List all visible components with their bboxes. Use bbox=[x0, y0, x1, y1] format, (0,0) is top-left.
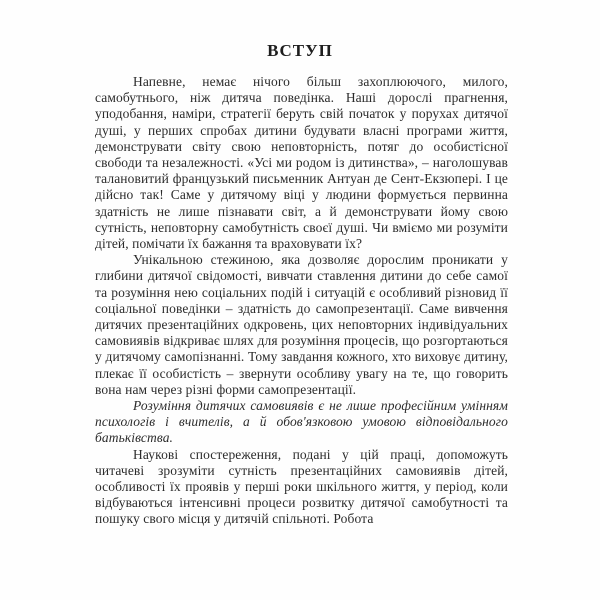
paragraph: Напевне, немає нічого більш захоплюючого, милого, самобутнього, ніж дитяча поведінка. Наші дорослі прагнення, уподобання, наміри, стратегії беруть свій початок у порухах дитячої душі, у перших спробах дитини будувати власні програми життя, демонструвати світу свою неповторність, потяг до особистісної свободи та незалежності. «Усі ми родом із дитинства», – наголошував талановитий французький письменник Антуан де Сент-Екзюпері. І це дійсно так! Саме у дитячому віці у людини формується первинна здатність не лише пізнавати світ, а й демонструвати йому свою сутність, неповторну самобутність своєї душі. Чи вміємо ми розуміти дітей, помічати їх бажання та враховувати їх? bbox=[95, 74, 508, 252]
paragraph: Унікальною стежиною, яка дозволяє дорослим проникати у глибини дитячої свідомості, вивчати ставлення дитини до себе самої та розуміння нею соціальних подій і ситуацій є особливий різновид її соціальної поведінки – здатність до самопрезентації. Саме вивчення дитячих презентаційних одкровень, цих неповторних індивідуальних самовиявів відкриває шлях для розуміння процесів, що розгортаються у дитячому самопізнанні. Тому завдання кожного, хто виховує дитину, плекає її особистість – звернути особливу увагу на те, що говорить вона нам через різні форми самопрезентації. bbox=[95, 252, 508, 397]
paragraph: Наукові спостереження, подані у цій праці, допоможуть читачеві зрозуміти сутність презентаційних самовиявів дітей, особливості їх проявів у перші роки шкільного життя, у період, коли відбуваються інтенсивні процеси розвитку дитячої самобутності та пошуку свого місця у дитячій спільноті. Робота bbox=[95, 446, 508, 527]
paragraph: Розуміння дитячих самовиявів є не лише професійним умінням психологів і вчителів, а й обов'язковою умовою відповідального батьківства. bbox=[95, 398, 508, 446]
page-title: ВСТУП bbox=[267, 41, 333, 60]
body-text bbox=[95, 74, 508, 528]
